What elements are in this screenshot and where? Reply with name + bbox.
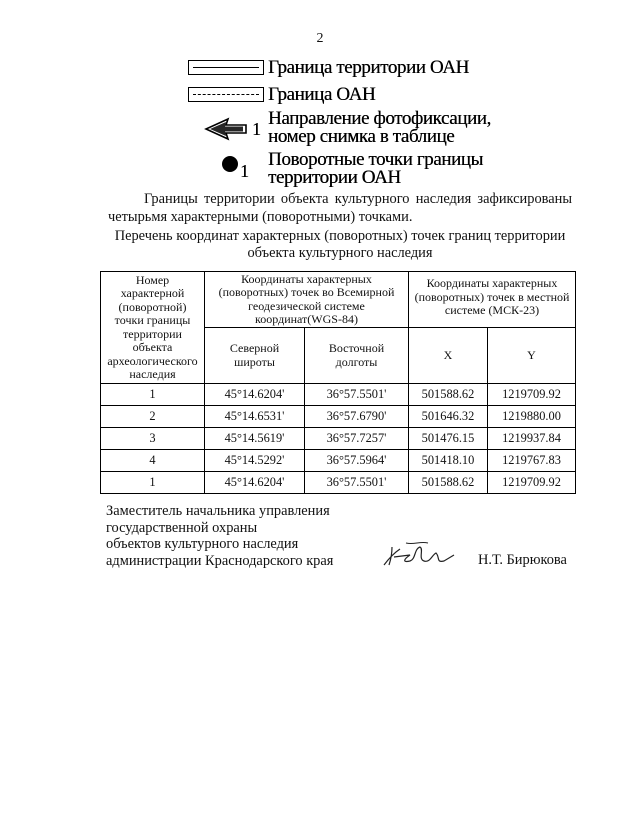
coordinates-table [100, 271, 576, 494]
cell-x: 501646.32 [409, 406, 488, 428]
cell-east-longitude: 36°57.5964' [305, 450, 409, 472]
signer-title-line4: администрации Краснодарского края [106, 552, 334, 569]
table-header-row [101, 272, 576, 328]
cell-north-latitude: 45°14.6531' [205, 406, 305, 428]
legend-marker-number: 1 [240, 161, 249, 181]
table-title-line1: Перечень координат характерных (поворотных) точек границ территории [114, 228, 566, 244]
header-msk23: Координаты характерных (поворотных) точек в местной системе (МСК-23) [409, 272, 576, 328]
signer-title-line3: объектов культурного наследия [106, 536, 299, 552]
cell-north-latitude: 45°14.6204' [205, 472, 305, 494]
cell-y: 1219937.84 [488, 428, 576, 450]
cell-x: 501418.10 [409, 450, 488, 472]
cell-east-longitude: 36°57.5501' [305, 384, 409, 406]
cell-x: 501588.62 [409, 472, 488, 494]
cell-point-number: 4 [101, 450, 205, 472]
cell-point-number: 1 [101, 384, 205, 406]
header-point-number: Номер характерной (поворотной) точки границы территории объекта археологического наследия [101, 272, 205, 384]
cell-y: 1219880.00 [488, 406, 576, 428]
cell-point-number: 2 [101, 406, 205, 428]
cell-y: 1219709.92 [488, 384, 576, 406]
signer-name: Н.Т. Бирюкова [478, 552, 567, 568]
legend-label-line1: Направление фотофиксации, [268, 108, 491, 129]
cell-point-number: 1 [101, 472, 205, 494]
table-title [108, 228, 572, 262]
legend-label-line2: территории ОАН [268, 167, 401, 188]
turning-point-dot-icon [218, 152, 242, 176]
oan-boundary-symbol [188, 87, 264, 102]
cell-east-longitude: 36°57.5501' [305, 472, 409, 494]
legend-marker-number: 1 [252, 119, 261, 139]
cell-north-latitude: 45°14.5292' [205, 450, 305, 472]
subheader-east-longitude: Восточной долготы [305, 328, 409, 384]
cell-east-longitude: 36°57.7257' [305, 428, 409, 450]
table-row [101, 450, 576, 472]
legend-label: Граница территории ОАН [268, 57, 469, 78]
header-wgs84: Координаты характерных (поворотных) точек во Всемирной геодезической системе координат(WGS-84) [205, 272, 409, 328]
subheader-y: Y [488, 328, 576, 384]
signer-title-line2: государственной охраны [106, 519, 258, 536]
cell-x: 501476.15 [409, 428, 488, 450]
cell-x: 501588.62 [409, 384, 488, 406]
table-row [101, 384, 576, 406]
cell-point-number: 3 [101, 428, 205, 450]
legend-label-line2: номер снимка в таблице [268, 126, 455, 147]
page-number: 2 [316, 31, 324, 46]
table-row [101, 428, 576, 450]
table-row [101, 406, 576, 428]
cell-y: 1219767.83 [488, 450, 576, 472]
legend-label-line1: Поворотные точки границы [268, 149, 483, 170]
table-title-line2: объекта культурного наследия [247, 245, 433, 261]
cell-north-latitude: 45°14.5619' [205, 428, 305, 450]
signature-block [106, 503, 333, 569]
territory-boundary-symbol [188, 60, 264, 75]
subheader-x: X [409, 328, 488, 384]
cell-east-longitude: 36°57.6790' [305, 406, 409, 428]
boundary-description-paragraph: Границы территории объекта культурного наследия зафиксированы четырьмя характерными (поворотными) точками. [108, 191, 572, 225]
signer-title-line1: Заместитель начальника управления [106, 503, 330, 519]
subheader-north-latitude: Северной широты [205, 328, 305, 384]
cell-north-latitude: 45°14.6204' [205, 384, 305, 406]
table-row [101, 472, 576, 494]
cell-y: 1219709.92 [488, 472, 576, 494]
handwritten-signature [380, 535, 458, 571]
legend-label: Граница ОАН [268, 84, 376, 105]
